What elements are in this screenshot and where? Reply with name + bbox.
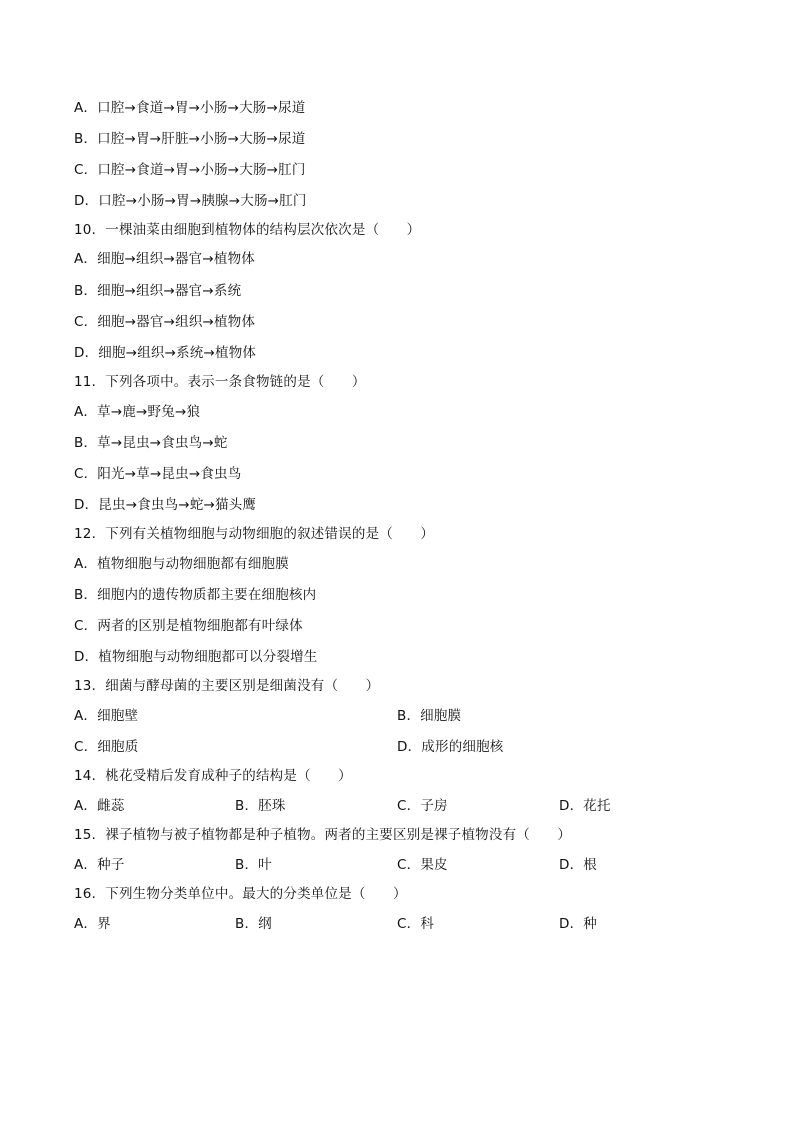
q9-option-c: C．口腔→食道→胃→小肠→大肠→肛门 xyxy=(74,162,306,178)
q11-option-c: C．阳光→草→昆虫→食虫鸟 xyxy=(74,466,242,482)
q13-option-b: B．细胞膜 xyxy=(397,708,462,724)
q10-option-b: B．细胞→组织→器官→系统 xyxy=(74,283,242,299)
q10-option-a: A．细胞→组织→器官→植物体 xyxy=(74,251,255,267)
q13-stem: 13．细菌与酵母菌的主要区别是细菌没有（ ） xyxy=(74,678,380,694)
q13-option-c: C．细胞质 xyxy=(74,739,139,755)
q11-option-a: A．草→鹿→野兔→狼 xyxy=(74,404,201,420)
q12-option-b: B．细胞内的遗传物质都主要在细胞核内 xyxy=(74,587,317,603)
q15-option-a: A．种子 xyxy=(74,857,125,873)
q12-option-a: A．植物细胞与动物细胞都有细胞膜 xyxy=(74,556,289,572)
q14-stem: 14．桃花受精后发育成种子的结构是（ ） xyxy=(74,768,352,784)
q12-stem: 12．下列有关植物细胞与动物细胞的叙述错误的是（ ） xyxy=(74,526,435,542)
q14-option-d: D．花托 xyxy=(559,798,611,814)
q13-option-d: D．成形的细胞核 xyxy=(397,739,504,755)
q14-option-b: B．胚珠 xyxy=(235,798,286,814)
q16-option-c: C．科 xyxy=(397,916,435,932)
q10-option-c: C．细胞→器官→组织→植物体 xyxy=(74,314,256,330)
q9-option-d: D．口腔→小肠→胃→胰腺→大肠→肛门 xyxy=(74,193,307,209)
q11-option-b: B．草→昆虫→食虫鸟→蛇 xyxy=(74,435,228,451)
q15-option-b: B．叶 xyxy=(235,857,272,873)
q9-option-a: A．口腔→食道→胃→小肠→大肠→尿道 xyxy=(74,100,306,116)
q16-option-b: B．纲 xyxy=(235,916,272,932)
q10-option-d: D．细胞→组织→系统→植物体 xyxy=(74,345,257,361)
q15-option-c: C．果皮 xyxy=(397,857,448,873)
q16-stem: 16．下列生物分类单位中。最大的分类单位是（ ） xyxy=(74,886,407,902)
q16-option-a: A．界 xyxy=(74,916,111,932)
q12-option-d: D．植物细胞与动物细胞都可以分裂增生 xyxy=(74,649,318,665)
q16-option-d: D．种 xyxy=(559,916,597,932)
q12-option-c: C．两者的区别是植物细胞都有叶绿体 xyxy=(74,618,303,634)
q15-option-d: D．根 xyxy=(559,857,597,873)
q14-option-a: A．雌蕊 xyxy=(74,798,125,814)
q14-option-c: C．子房 xyxy=(397,798,448,814)
q11-stem: 11．下列各项中。表示一条食物链的是（ ） xyxy=(74,374,366,390)
q15-stem: 15．裸子植物与被子植物都是种子植物。两者的主要区别是裸子植物没有（ ） xyxy=(74,827,572,843)
q10-stem: 10．一棵油菜由细胞到植物体的结构层次依次是（ ） xyxy=(74,222,421,238)
q9-option-b: B．口腔→胃→肝脏→小肠→大肠→尿道 xyxy=(74,131,306,147)
q11-option-d: D．昆虫→食虫鸟→蛇→猫头鹰 xyxy=(74,497,257,513)
q13-option-a: A．细胞壁 xyxy=(74,708,139,724)
